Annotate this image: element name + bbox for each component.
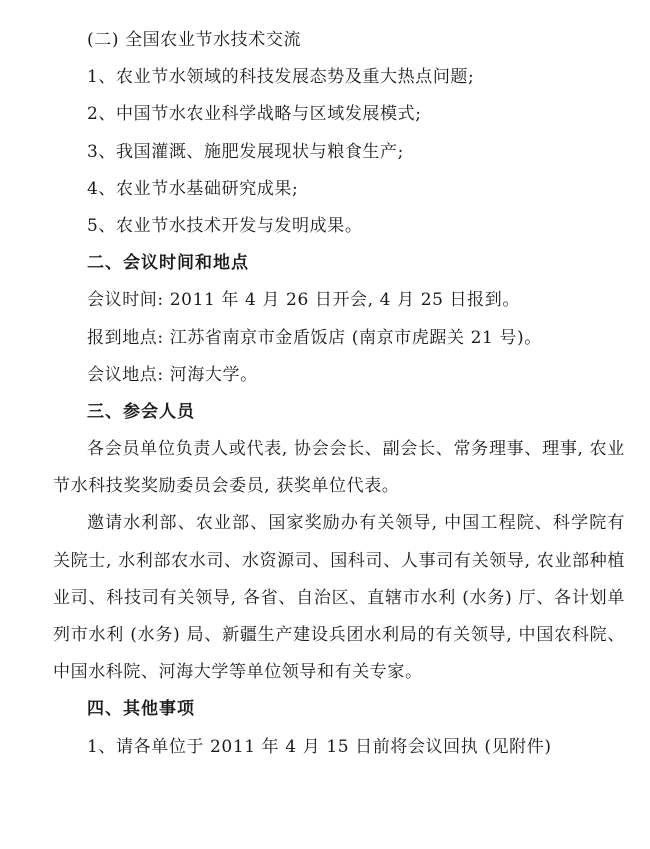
subsection-title: (二) 全国农业节水技术交流 xyxy=(87,30,302,50)
list-item: 4、农业节水基础研究成果; xyxy=(87,178,299,199)
other-item-1: 1、请各单位于 2011 年 4 月 15 日前将会议回执 (见附件) xyxy=(87,736,552,757)
list-item: 2、中国节水农业科学战略与区域发展模式; xyxy=(87,104,422,125)
meeting-time: 会议时间: 2011 年 4 月 26 日开会, 4 月 25 日报到。 xyxy=(87,290,520,311)
participants-paragraph-2: 邀请水利部、农业部、国家奖励办有关领导, 中国工程院、科学院有关院士, 水利部农水司、水资源司、国科司、人事司有关领导, 农业部种植业司、科技司有关领导, 各省、自治区、直辖市水利 (水务) 厅、各计划单列市水利 (水务) 局、新疆生产建设兵团水利局的有关领导, 中国农科院、中国水科院、河海大学等单位领导和有关专家。 xyxy=(53,513,625,683)
section-heading-meeting: 二、会议时间和地点 xyxy=(87,253,249,274)
section-heading-other: 四、其他事项 xyxy=(87,699,195,720)
list-item: 1、农业节水领域的科技发展态势及重大热点问题; xyxy=(87,67,475,88)
section-heading-participants: 三、参会人员 xyxy=(87,401,195,422)
list-item: 3、我国灌溉、施肥发展现状与粮食生产; xyxy=(87,141,404,162)
checkin-location: 报到地点: 江苏省南京市金盾饭店 (南京市虎踞关 21 号)。 xyxy=(87,327,542,348)
list-item: 5、农业节水技术开发与发明成果。 xyxy=(87,215,363,236)
meeting-venue: 会议地点: 河海大学。 xyxy=(87,364,258,385)
participants-paragraph-1: 各会员单位负责人或代表, 协会会长、副会长、常务理事、理事, 农业节水科技奖奖励委员会委员, 获奖单位代表。 xyxy=(53,439,625,497)
